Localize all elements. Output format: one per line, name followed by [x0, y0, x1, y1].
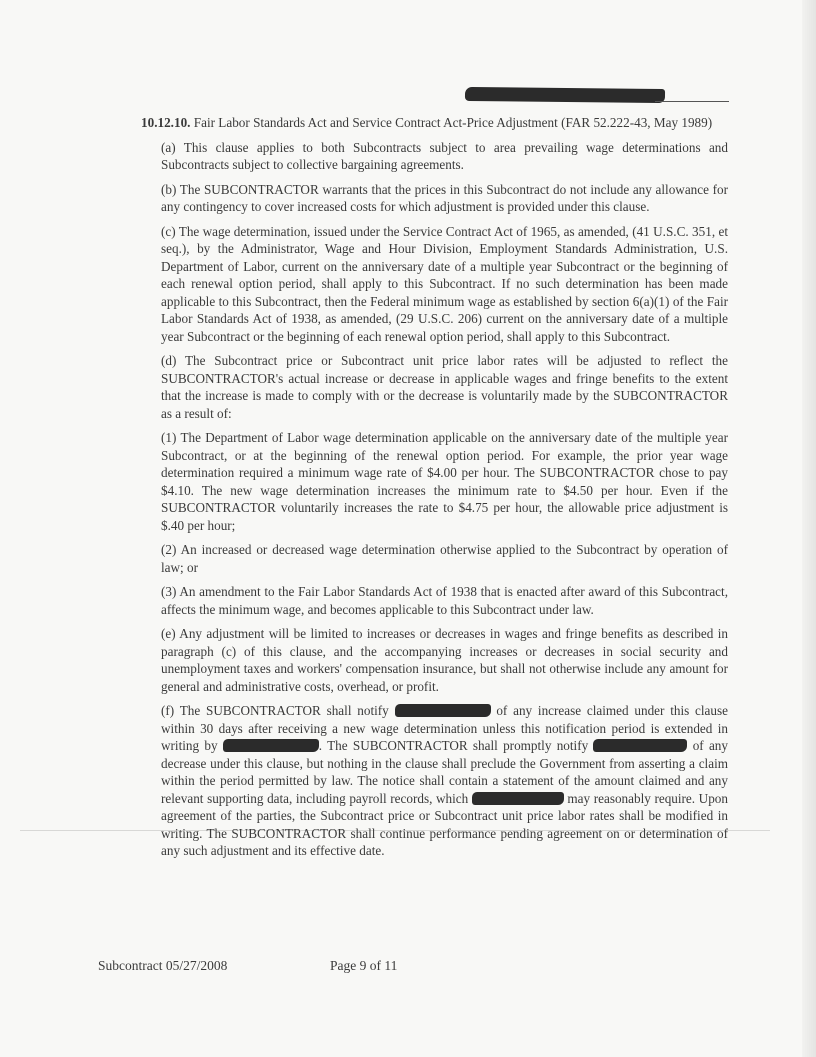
redaction-mark	[223, 739, 319, 752]
footer-page-number: Page 9 of 11	[330, 958, 398, 973]
clause-heading	[141, 114, 728, 132]
paragraph-d1: (1) The Department of Labor wage determination applicable on the anniversary date of the multiple year Subcontract, or at the beginning of the renewal option period. For example, the prior year wage determination required a minimum wage rate of $4.00 per hour. The SUBCONTRACTOR chose to pay $4.10. The new wage determination increases the minimum rate to $4.50 per hour. Even if the SUBCONTRACTOR voluntarily increases the rate to $4.75 per hour, the allowable price adjustment is $.40 per hour;	[161, 430, 728, 533]
paragraph-b: (b) The SUBCONTRACTOR warrants that the prices in this Subcontract do not include any allowance for any contingency to cover increased costs for which adjustment is provided under this clause.	[161, 181, 728, 214]
paragraph-f-text-1: (f) The SUBCONTRACTOR shall notify	[161, 703, 395, 718]
paragraph-e: (e) Any adjustment will be limited to increases or decreases in wages and fringe benefits as described in paragraph (c) of this clause, and the accompanying increases or decreases in social security and unemployment taxes and workers' compensation insurance, but shall not otherwise include any amount for general and administrative costs, overhead, or profit.	[161, 626, 728, 694]
header-rule	[655, 101, 729, 102]
redaction-mark	[395, 704, 491, 717]
page-edge-shadow	[802, 0, 816, 1057]
paragraph-d: (d) The Subcontract price or Subcontract unit price labor rates will be adjusted to reflect the SUBCONTRACTOR's actual increase or decrease in applicable wages and fringe benefits to the extent that the increase is made to comply with or the decrease is voluntarily made by the SUBCONTRACTOR as a result of:	[161, 353, 728, 421]
paragraph-f	[161, 702, 728, 860]
paragraph-f-text-3: . The SUBCONTRACTOR shall promptly notify	[318, 738, 594, 753]
paragraph-f-text-5: may reasonably require. Upon agreement of the parties, the Subcontract price or Subcontract unit price labor rates shall be modified in writing. The SUBCONTRACTOR shall continue performance pending agreement on or determination of any such adjustment and its effective date.	[161, 790, 728, 858]
redaction-mark	[593, 739, 687, 752]
paragraph-d3: (3) An amendment to the Fair Labor Standards Act of 1938 that is enacted after award of this Subcontract, affects the minimum wage, and becomes applicable to this Subcontract under law.	[161, 584, 728, 617]
clause-title: Fair Labor Standards Act and Service Contract Act-Price Adjustment (FAR 52.222-43, May 1989)	[190, 115, 713, 130]
footer-document-id: Subcontract 05/27/2008	[98, 958, 228, 973]
paragraph-f-text-4: of any decrease under this clause, but nothing in the clause shall preclude the Government from asserting a claim within the period permitted by law. The notice shall contain a statement of the amount claimed and any relevant supporting data, including payroll records, which	[161, 738, 728, 806]
clause-number: 10.12.10.	[141, 115, 191, 130]
paragraph-a: (a) This clause applies to both Subcontracts subject to area prevailing wage determinations and Subcontracts subject to collective bargaining agreements.	[161, 139, 728, 172]
paragraph-c: (c) The wage determination, issued under the Service Contract Act of 1965, as amended, (41 U.S.C. 351, et seq.), by the Administrator, Wage and Hour Division, Employment Standards Administration, U.S. Department of Labor, current on the anniversary date of a multiple year Subcontract or the beginning of each renewal option period, shall apply to this Subcontract. If no such determination has been made applicable to this Subcontract, then the Federal minimum wage as established by section 6(a)(1) of the Fair Labor Standards Act of 1938, as amended, (29 U.S.C. 206) current on the anniversary date of a multiple year Subcontract or the beginning of each renewal option period, shall apply to this Subcontract.	[161, 223, 728, 344]
redaction-mark-header	[465, 87, 665, 103]
paragraph-f-text-2: of any increase claimed under this clause within 30 days after receiving a new wage determination unless this notification period is extended in writing by	[161, 703, 728, 753]
redaction-mark	[472, 792, 564, 805]
paragraph-d2: (2) An increased or decreased wage determination otherwise applied to the Subcontract by operation of law; or	[161, 542, 728, 575]
clause-body	[141, 114, 728, 867]
